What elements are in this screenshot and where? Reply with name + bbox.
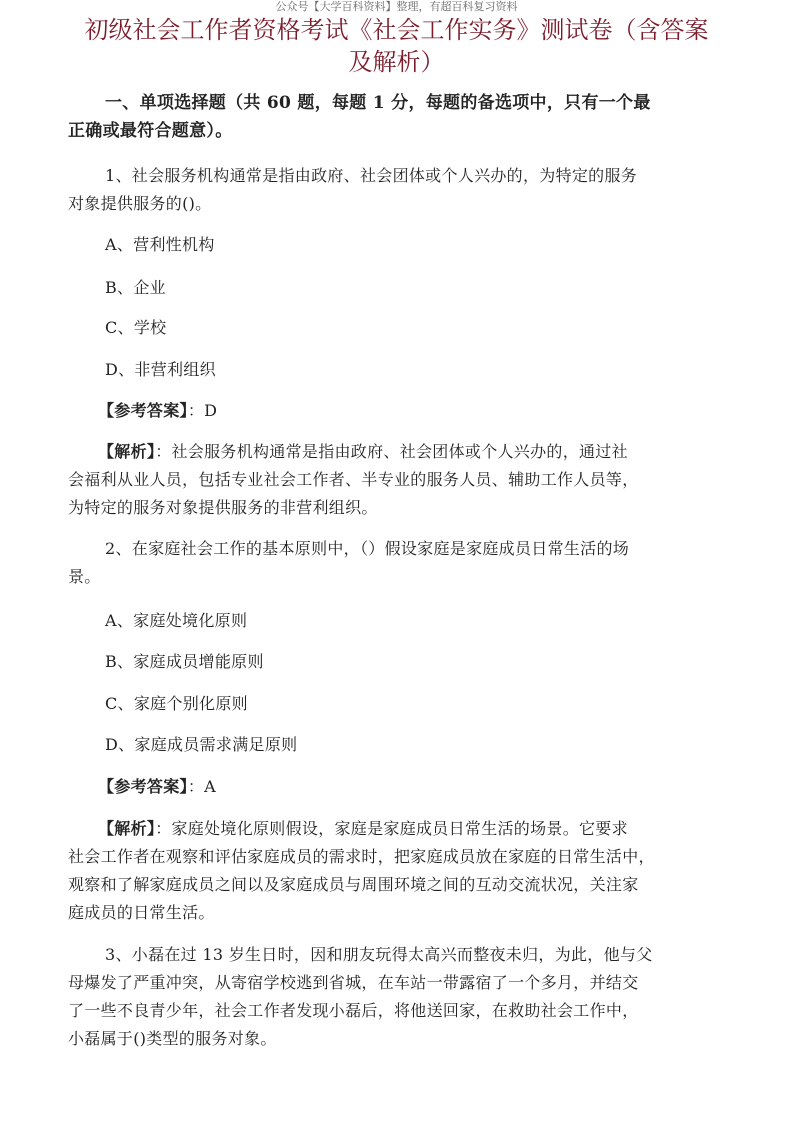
section-heading: 一、单项选择题（共 60 题，每题 1 分，每题的备选项中，只有一个最 [105, 93, 651, 113]
question-2-option-b: B、家庭成员增能原则 [105, 652, 264, 671]
question-1-stem: 1、社会服务机构通常是指由政府、社会团体或个人兴办的，为特定的服务 [105, 166, 638, 185]
question-1-explanation: 会福利从业人员，包括专业社会工作者、半专业的服务人员、辅助工作人员等， [68, 470, 639, 489]
answer-value: ：D [187, 401, 218, 420]
question-2-explanation: 庭成员的日常生活。 [68, 903, 215, 922]
question-3-stem: 3、小磊在过 13 岁生日时，因和朋友玩得太高兴而整夜未归，为此，他与父 [105, 945, 653, 964]
question-1-option-b: B、企业 [105, 278, 166, 297]
question-1-stem: 对象提供服务的()。 [68, 194, 212, 213]
answer-label: 【参考答案】 [98, 401, 188, 420]
document-title-line2: 及解析） [348, 48, 445, 76]
question-2-option-c: C、家庭个别化原则 [105, 694, 248, 713]
section-heading: 正确或最符合题意）。 [68, 121, 233, 141]
question-1-answer [98, 400, 217, 422]
question-2-option-a: A、家庭处境化原则 [105, 611, 248, 630]
question-2-explanation: 社会工作者在观察和评估家庭成员的需求时，把家庭成员放在家庭的日常生活中， [68, 847, 655, 866]
answer-value: ：A [187, 777, 216, 796]
explanation-label: 【解析】 [98, 442, 156, 461]
explanation-label: 【解析】 [98, 819, 156, 838]
question-3-stem: 母爆发了严重冲突，从寄宿学校逃到省城，在车站一带露宿了一个多月，并结交 [68, 973, 639, 992]
question-1-explanation: 为特定的服务对象提供服务的非营利组织。 [68, 498, 378, 517]
question-2-option-d: D、家庭成员需求满足原则 [105, 735, 298, 754]
question-2-stem: 景。 [68, 567, 101, 586]
explanation-text: ：社会服务机构通常是指由政府、社会团体或个人兴办的，通过社 [155, 442, 628, 461]
question-2-stem: 2、在家庭社会工作的基本原则中，（）假设家庭是家庭成员日常生活的场 [105, 539, 630, 558]
question-1-option-d: D、非营利组织 [105, 360, 216, 379]
question-1-option-a: A、营利性机构 [105, 235, 215, 254]
watermark: 公众号【大学百科资料】整理，有超百科复习资料 [275, 0, 518, 13]
question-2-explanation [98, 818, 628, 840]
question-2-explanation: 观察和了解家庭成员之间以及家庭成员与周围环境之间的互动交流状况，关注家 [68, 875, 639, 894]
question-3-stem: 了一些不良青少年，社会工作者发现小磊后，将他送回家，在救助社会工作中， [68, 1001, 639, 1020]
answer-label: 【参考答案】 [98, 777, 188, 796]
question-2-answer [98, 776, 216, 798]
question-3-stem: 小磊属于()类型的服务对象。 [68, 1029, 277, 1048]
document-title-line1: 初级社会工作者资格考试《社会工作实务》测试卷（含答案 [84, 16, 709, 44]
explanation-text: ：家庭处境化原则假设，家庭是家庭成员日常生活的场景。它要求 [155, 819, 628, 838]
question-1-explanation [98, 441, 628, 463]
question-1-option-c: C、学校 [105, 318, 167, 337]
